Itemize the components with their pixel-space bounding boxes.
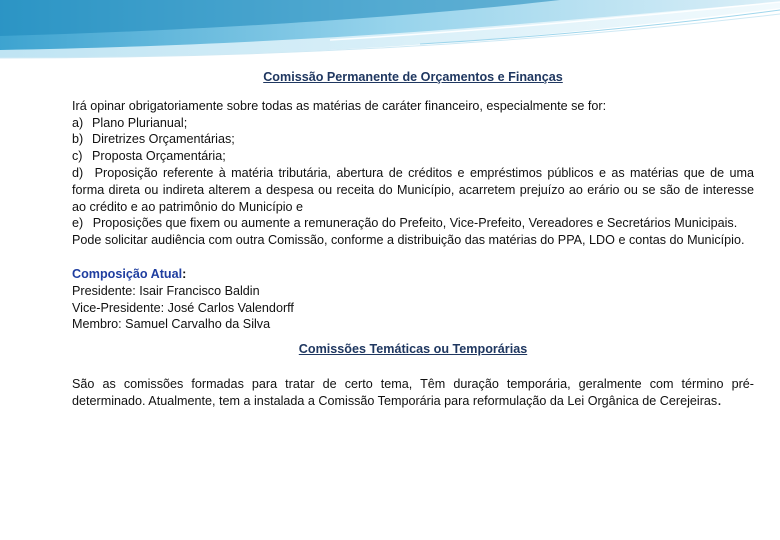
list-item-text: Proposta Orçamentária;	[92, 149, 226, 164]
section-title-tematicas: Comissões Temáticas ou Temporárias	[298, 342, 528, 357]
list-item-label: d)	[72, 165, 84, 180]
composition-colon: :	[182, 266, 187, 281]
composition-title: Composição Atual	[72, 266, 183, 281]
list-item	[72, 215, 754, 232]
list-item-text: Diretrizes Orçamentárias;	[92, 132, 235, 147]
list-item-label: a)	[72, 115, 84, 130]
list-item	[72, 148, 754, 165]
composition-heading	[72, 266, 754, 283]
list-item	[72, 115, 754, 132]
list-item-text: Proposição referente à matéria tributária, abertura de créditos e empréstimos públicos e as matérias que de uma forma direta ou indireta alterem a despesa ou receita do Município, acarretem prejuízo ao erário ou se são de interesse ao crédito e ao patrimônio do Município e	[72, 165, 755, 214]
list-item-label: c)	[72, 149, 83, 164]
list-item-text: Plano Plurianual;	[92, 115, 188, 130]
document-content	[72, 69, 754, 410]
list-item	[72, 165, 754, 215]
member-line: Presidente: Isair Francisco Baldin	[72, 283, 260, 298]
intro-paragraph: Irá opinar obrigatoriamente sobre todas as matérias de caráter financeiro, especialmente se for:	[72, 98, 607, 113]
tematicas-paragraph	[72, 376, 754, 410]
list-item	[72, 131, 754, 148]
member-line: Membro: Samuel Carvalho da Silva	[72, 317, 271, 332]
closing-paragraph: Pode solicitar audiência com outra Comissão, conforme a distribuição das matérias do PPA, LDO e contas do Município.	[72, 233, 745, 248]
tematicas-text: São as comissões formadas para tratar de certo tema, Têm duração temporária, geralmente com término pré-determinado. Atualmente, tem a instalada a Comissão Temporária para reformulação da Lei Orgânica de Cerejeiras	[72, 376, 754, 408]
tematicas-end: .	[717, 391, 722, 409]
decorative-wave-banner	[0, 0, 780, 60]
member-line: Vice-Presidente: José Carlos Valendorff	[72, 300, 294, 315]
list-item-text: Proposições que fixem ou aumente a remuneração do Prefeito, Vice-Prefeito, Vereadores e Secretários Municipais.	[92, 216, 738, 231]
spacer	[72, 249, 754, 266]
list-item-label: b)	[72, 132, 84, 147]
section-title-orcamentos: Comissão Permanente de Orçamentos e Finanças	[263, 70, 563, 84]
list-item-label: e)	[72, 216, 84, 231]
